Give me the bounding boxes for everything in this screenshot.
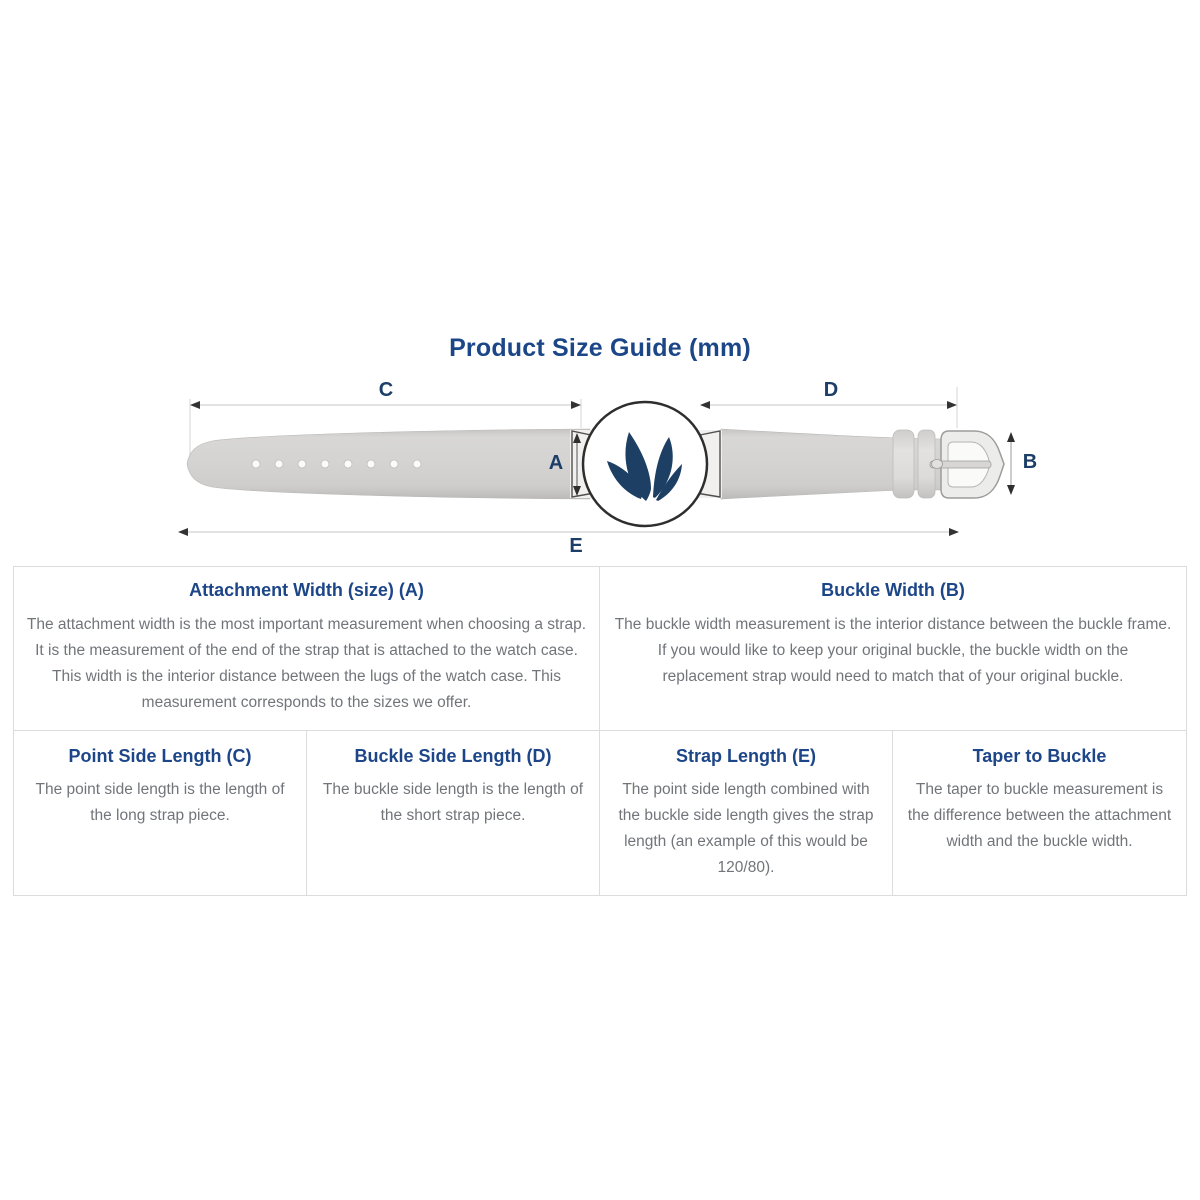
cell-point-side-length bbox=[14, 731, 307, 896]
cell-header: Buckle Width (B) bbox=[821, 580, 965, 600]
cell-header: Taper to Buckle bbox=[972, 745, 1107, 766]
dimension-label-e: E bbox=[569, 535, 583, 557]
table-row-2 bbox=[14, 731, 1186, 896]
strap-keeper-1 bbox=[893, 430, 914, 498]
dimension-line-c bbox=[190, 401, 581, 409]
buckle bbox=[930, 431, 1004, 498]
cell-body: The attachment width is the most important measurement when choosing a strap. It is the measurement of the end of the strap that is attached to the watch case. This width is the interior distance between the lugs of the watch case. This measurement corresponds to the sizes we offer. bbox=[26, 615, 587, 711]
cell-attachment-width bbox=[14, 567, 600, 730]
cell-body: The buckle side length is the length of the short strap piece. bbox=[322, 781, 584, 825]
cell-buckle-side-length bbox=[307, 731, 600, 896]
cell-header: Point Side Length (C) bbox=[68, 745, 252, 766]
cell-body: The taper to buckle measurement is the difference between the attachment width and the buckle width. bbox=[907, 781, 1172, 851]
size-guide-diagram bbox=[0, 0, 1200, 560]
table-row-1 bbox=[14, 567, 1186, 731]
dimension-label-b: B bbox=[1022, 451, 1038, 473]
dimension-line-d bbox=[700, 401, 957, 409]
dimension-line-b bbox=[1007, 432, 1015, 495]
cell-header: Buckle Side Length (D) bbox=[354, 745, 552, 766]
cell-taper-to-buckle bbox=[893, 731, 1186, 896]
cell-buckle-width bbox=[600, 567, 1186, 730]
dimension-label-a: A bbox=[548, 452, 564, 474]
cell-strap-length bbox=[600, 731, 893, 896]
cell-body: The buckle width measurement is the interior distance between the buckle frame. If you would like to keep your original buckle, the buckle width on the replacement strap would need to match that of your original buckle. bbox=[614, 615, 1172, 685]
dimension-label-c: C bbox=[378, 379, 394, 401]
dimension-label-d: D bbox=[823, 379, 839, 401]
cell-header: Strap Length (E) bbox=[676, 745, 816, 766]
page-title: Product Size Guide (mm) bbox=[449, 334, 751, 362]
strap-point-side bbox=[187, 429, 590, 499]
size-definitions-table bbox=[13, 566, 1187, 896]
cell-header: Attachment Width (size) (A) bbox=[189, 580, 424, 600]
cell-body: The point side length combined with the buckle side length gives the strap length (an example of this would be 120/80). bbox=[618, 781, 874, 877]
cell-body: The point side length is the length of the long strap piece. bbox=[35, 781, 285, 825]
